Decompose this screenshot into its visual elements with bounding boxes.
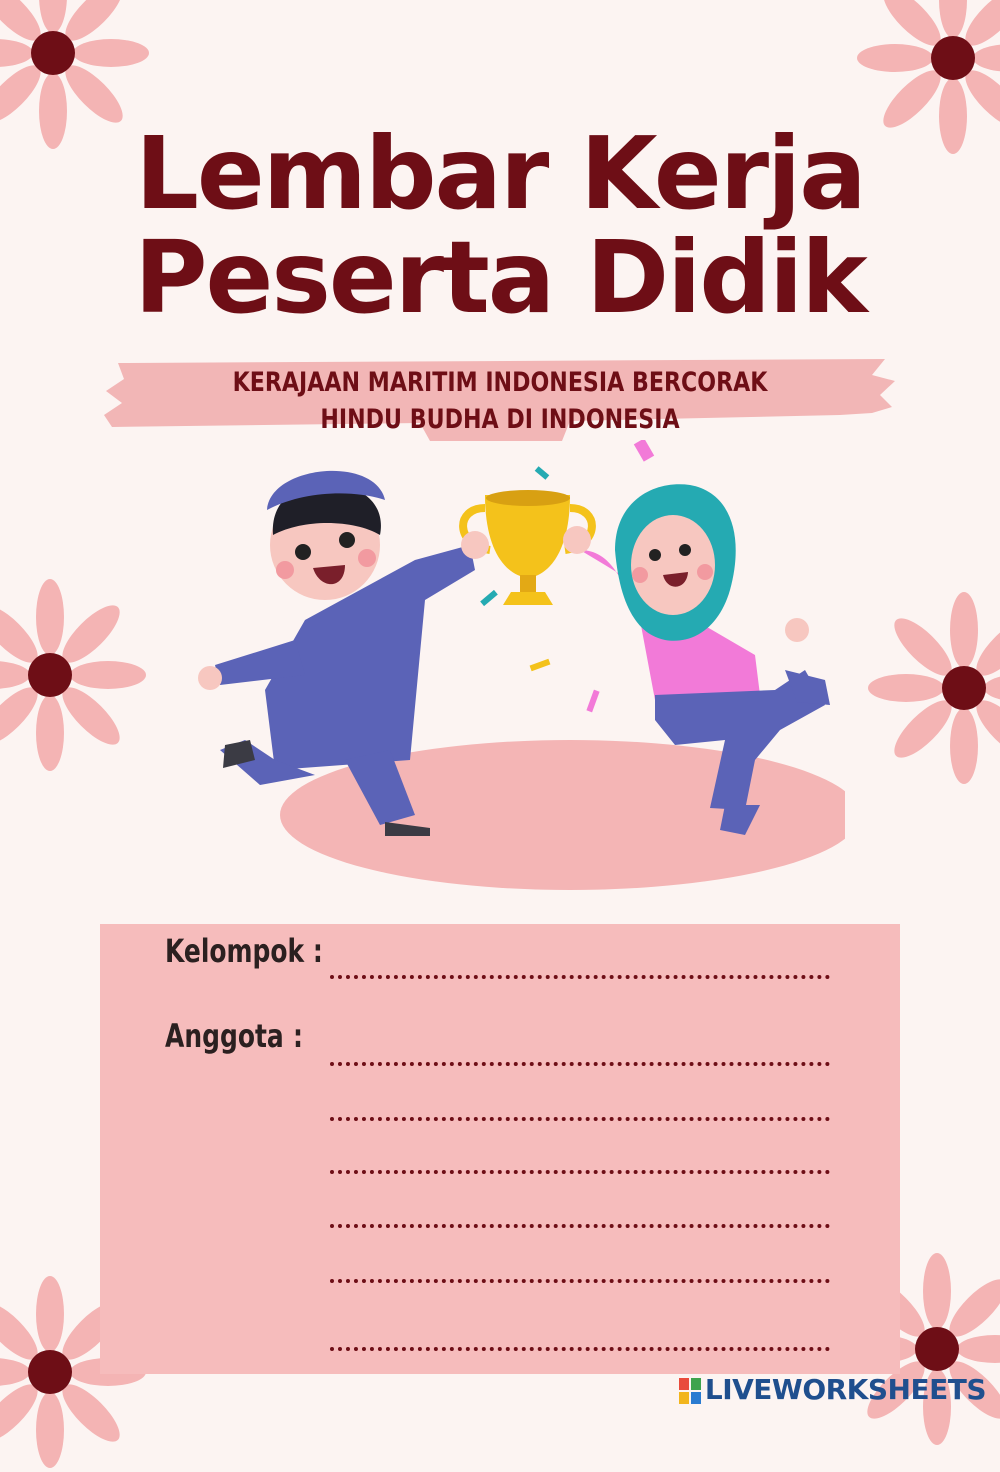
flower-middle-right (864, 588, 1000, 788)
member-line[interactable] (330, 1279, 830, 1283)
group-info-form (100, 924, 900, 1374)
liveworksheets-logo-icon (679, 1378, 701, 1404)
member-line[interactable] (330, 1347, 830, 1351)
member-line[interactable] (330, 1170, 830, 1174)
children-trophy-illustration (185, 440, 845, 900)
subtitle-topic: KERAJAAN MARITIM INDONESIA BERCORAK HINDU BUDHA DI INDONESIA (232, 367, 768, 435)
members-label: Anggota (165, 1017, 284, 1055)
member-line[interactable] (330, 1224, 830, 1228)
liveworksheets-brand (679, 1373, 986, 1406)
group-name-line[interactable] (330, 975, 830, 979)
page-title-line-2: Peserta Didik (134, 219, 866, 336)
brand-text: LIVEWORKSHEETS (704, 1373, 986, 1406)
member-line[interactable] (330, 1062, 830, 1066)
page-title-line-1: Lembar Kerja (135, 115, 865, 232)
member-line[interactable] (330, 1117, 830, 1121)
group-label: Kelompok : (165, 932, 323, 970)
flower-middle-left (0, 575, 150, 775)
members-label-colon: : (293, 1017, 303, 1055)
